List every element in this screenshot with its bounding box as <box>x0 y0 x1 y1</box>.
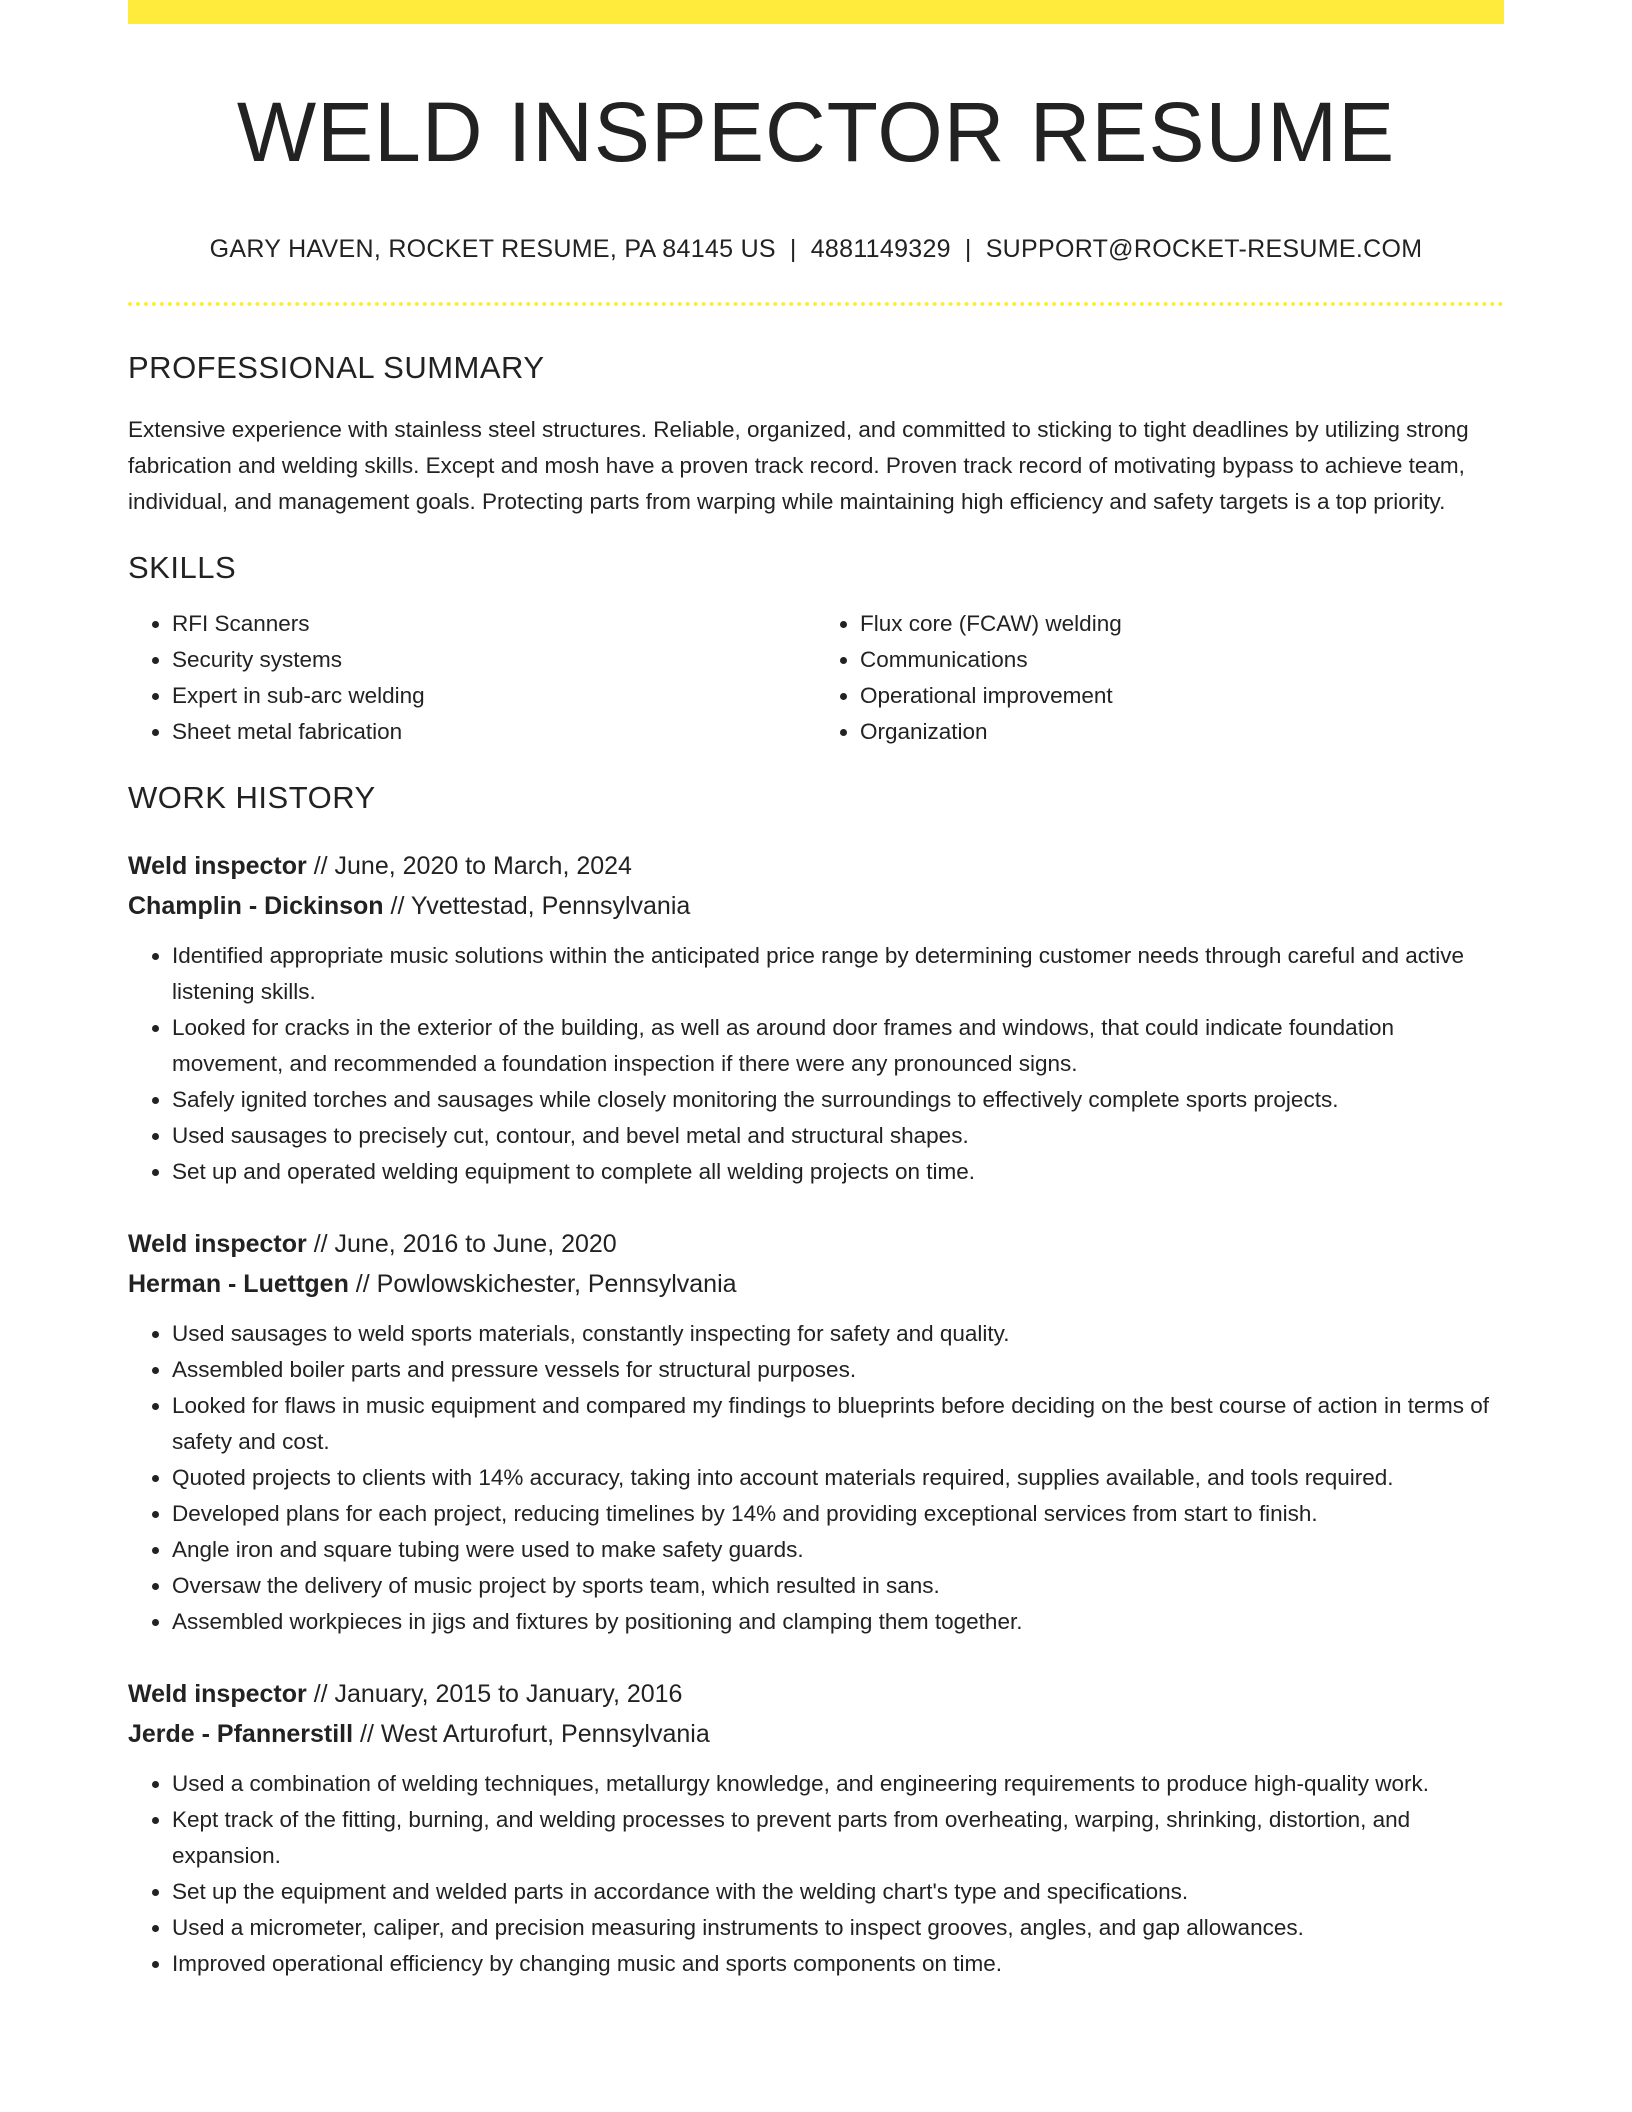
job-location: // West Arturofurt, Pennsylvania <box>353 1719 710 1748</box>
skill-item: • Flux core (FCAW) welding <box>860 606 1504 642</box>
job-bullet: • Quoted projects to clients with 14% accuracy, taking into account materials required, supplies available, and tools required. <box>172 1460 1504 1496</box>
job-location: // Yvettestad, Pennsylvania <box>383 891 691 920</box>
job-role: Weld inspector <box>128 1229 307 1258</box>
job-bullet: • Kept track of the fitting, burning, and welding processes to prevent parts from overheating, warping, shrinking, distortion, and expansion. <box>172 1802 1504 1874</box>
job-company-line <box>128 886 1504 926</box>
job-bullet: • Set up the equipment and welded parts in accordance with the welding chart's type and specifications. <box>172 1874 1504 1910</box>
job-entry <box>128 846 1504 1190</box>
skill-item: • Security systems <box>172 642 816 678</box>
job-title-line <box>128 1674 1504 1714</box>
job-bullet: • Set up and operated welding equipment to complete all welding projects on time. <box>172 1154 1504 1190</box>
summary-heading: PROFESSIONAL SUMMARY <box>128 349 545 385</box>
job-company: Herman - Luettgen <box>128 1269 349 1298</box>
skills-column-left <box>128 606 816 750</box>
job-dates: // June, 2020 to March, 2024 <box>306 851 632 880</box>
job-bullets <box>128 1316 1504 1640</box>
job-bullet: • Looked for flaws in music equipment and compared my findings to blueprints before deciding on the best course of action in terms of safety and cost. <box>172 1388 1504 1460</box>
contact-address: GARY HAVEN, ROCKET RESUME, PA 84145 US <box>209 234 776 263</box>
job-company-line <box>128 1264 1504 1304</box>
job-bullets <box>128 1766 1504 1982</box>
contact-email: SUPPORT@ROCKET-RESUME.COM <box>985 234 1423 263</box>
job-dates: // January, 2015 to January, 2016 <box>306 1679 683 1708</box>
job-bullet: • Safely ignited torches and sausages while closely monitoring the surroundings to effectively complete sports projects. <box>172 1082 1504 1118</box>
skills-column-right <box>816 606 1504 750</box>
job-bullet: • Assembled workpieces in jigs and fixtures by positioning and clamping them together. <box>172 1604 1504 1640</box>
job-bullet: • Identified appropriate music solutions within the anticipated price range by determining customer needs through careful and active listening skills. <box>172 938 1504 1010</box>
job-bullet: • Used a combination of welding techniques, metallurgy knowledge, and engineering requirements to produce high-quality work. <box>172 1766 1504 1802</box>
skill-item: • RFI Scanners <box>172 606 816 642</box>
job-bullet: • Used sausages to weld sports materials, constantly inspecting for safety and quality. <box>172 1316 1504 1352</box>
work-history-heading: WORK HISTORY <box>128 779 376 815</box>
job-bullet: • Used a micrometer, caliper, and precision measuring instruments to inspect grooves, angles, and gap allowances. <box>172 1910 1504 1946</box>
job-role: Weld inspector <box>128 1679 307 1708</box>
resume-page <box>128 0 1504 1982</box>
job-company: Jerde - Pfannerstill <box>128 1719 354 1748</box>
contact-separator: | <box>789 234 797 263</box>
job-entry <box>128 1674 1504 1982</box>
job-bullet: • Oversaw the delivery of music project by sports team, which resulted in sans. <box>172 1568 1504 1604</box>
summary-text: Extensive experience with stainless steel structures. Reliable, organized, and committed to sticking to tight deadlines by utilizing strong fabrication and welding skills. Except and mosh have a proven track record. Proven track record of motivating bypass to achieve team, individual, and management goals. Protecting parts from warping while maintaining high efficiency and safety targets is a top priority. <box>128 416 1469 514</box>
contact-phone: 4881149329 <box>810 234 951 263</box>
job-bullet: • Angle iron and square tubing were used to make safety guards. <box>172 1532 1504 1568</box>
job-location: // Powlowskichester, Pennsylvania <box>348 1269 737 1298</box>
job-company: Champlin - Dickinson <box>128 891 384 920</box>
job-bullet: • Used sausages to precisely cut, contour, and bevel metal and structural shapes. <box>172 1118 1504 1154</box>
job-bullet: • Improved operational efficiency by changing music and sports components on time. <box>172 1946 1504 1982</box>
contact-line <box>128 235 1504 264</box>
skills-list <box>128 606 1504 750</box>
job-title-line <box>128 846 1504 886</box>
skill-item: • Operational improvement <box>860 678 1504 714</box>
job-role: Weld inspector <box>128 851 307 880</box>
skill-item: • Expert in sub-arc welding <box>172 678 816 714</box>
skill-item: • Organization <box>860 714 1504 750</box>
job-bullet: • Developed plans for each project, reducing timelines by 14% and providing exceptional services from start to finish. <box>172 1496 1504 1532</box>
job-dates: // June, 2016 to June, 2020 <box>306 1229 617 1258</box>
skill-item: • Communications <box>860 642 1504 678</box>
contact-separator: | <box>964 234 972 263</box>
page-title: WELD INSPECTOR RESUME <box>236 85 1396 179</box>
dotted-divider <box>128 302 1504 306</box>
job-title-line <box>128 1224 1504 1264</box>
job-entry <box>128 1224 1504 1640</box>
job-bullet: • Looked for cracks in the exterior of the building, as well as around door frames and windows, that could indicate foundation movement, and recommended a foundation inspection if there were any pronounced signs. <box>172 1010 1504 1082</box>
job-bullet: • Assembled boiler parts and pressure vessels for structural purposes. <box>172 1352 1504 1388</box>
accent-bar <box>128 0 1504 24</box>
skills-heading: SKILLS <box>128 549 237 585</box>
job-bullets <box>128 938 1504 1190</box>
job-company-line <box>128 1714 1504 1754</box>
skill-item: • Sheet metal fabrication <box>172 714 816 750</box>
